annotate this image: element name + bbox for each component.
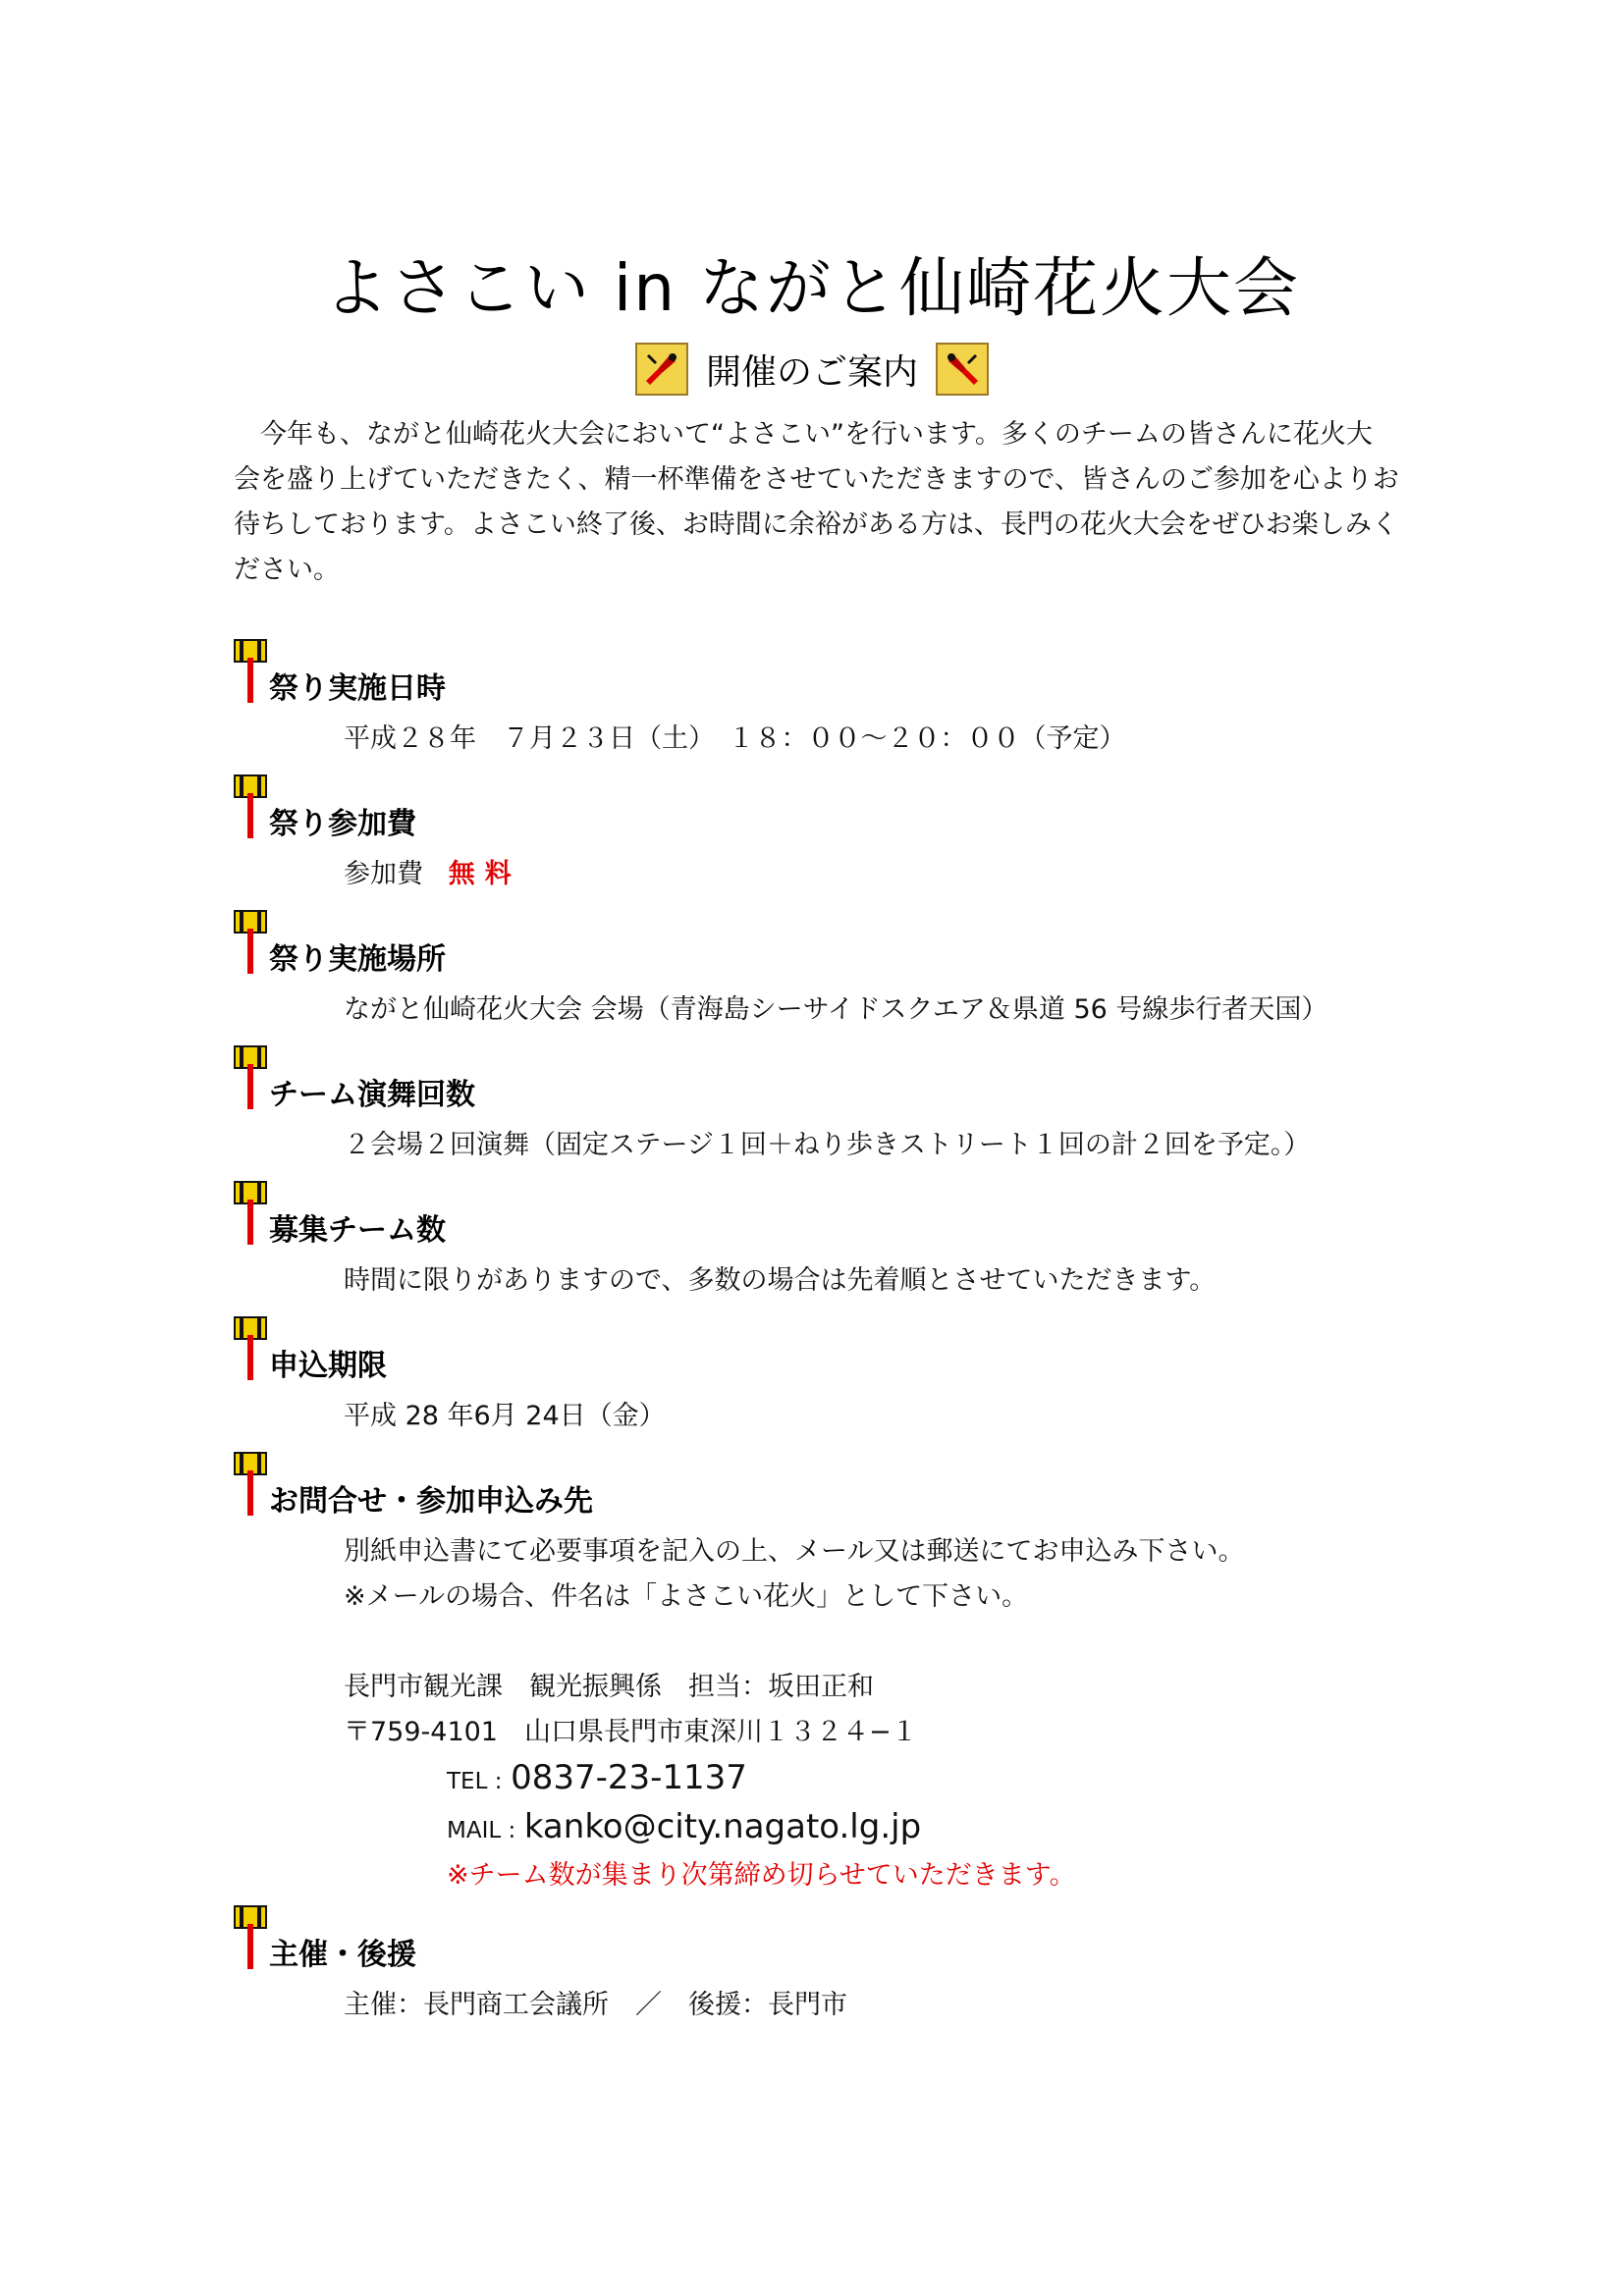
contact-mail-row <box>344 1804 1412 1853</box>
section-header <box>234 774 1412 842</box>
section-heading: お問合せ・参加申込み先 <box>269 1484 593 1519</box>
contact-tel-row <box>344 1755 1412 1804</box>
subtitle: 開催のご案内 <box>705 351 918 393</box>
fee-label: 参加費 <box>344 859 423 889</box>
section-body: ながと仙崎花火大会 会場（青海島シーサイドスクエア＆県道 56 号線歩行者天国） <box>344 994 1328 1025</box>
intro-paragraph <box>234 412 1412 593</box>
intro-line: 会を盛り上げていただきたく、精一杯準備をさせていただきますので、皆さんのご参加を心よりお <box>234 464 1399 495</box>
page-title: よさこい in ながと仙崎花火大会 <box>323 250 1301 326</box>
section-header <box>234 1044 1412 1113</box>
section-heading: 募集チーム数 <box>269 1213 446 1248</box>
section-header <box>234 1451 1412 1520</box>
naruko-fan-icon-right <box>936 343 989 396</box>
fee-value: 無料 <box>448 859 521 889</box>
contact-mail-subject-note: ※メールの場合、件名は「よさこい花火」として下さい。 <box>344 1581 1029 1612</box>
section-body: 平成 28 年6月 24日（金） <box>344 1401 666 1431</box>
subtitle-row <box>0 339 1624 400</box>
section-heading: 祭り参加費 <box>269 807 416 841</box>
section-body: 時間に限りがありますので、多数の場合は先着順とさせていただきます。 <box>344 1265 1217 1296</box>
section-organizer <box>234 1904 1412 2028</box>
mail-label: MAIL : <box>447 1818 516 1843</box>
festival-flag-icon <box>234 1315 267 1382</box>
contact-office: 長門市観光課 観光振興係 担当：坂田正和 <box>344 1672 874 1702</box>
section-venue <box>234 909 1412 1033</box>
section-performances <box>234 1044 1412 1168</box>
section-fee <box>234 774 1412 897</box>
section-body: 平成２８年 ７月２３日（土） １８：００～２０：００（予定） <box>344 723 1126 754</box>
section-heading: チーム演舞回数 <box>269 1078 475 1112</box>
contact-address: 〒759-4101 山口県長門市東深川１３２４−１ <box>344 1717 918 1747</box>
deadline-note: ※チーム数が集まり次第締め切らせていただきます。 <box>447 1860 1076 1891</box>
section-body: ２会場２回演舞（固定ステージ１回＋ねり歩きストリート１回の計２回を予定。） <box>344 1130 1311 1160</box>
section-date <box>234 638 1412 762</box>
section-header <box>234 1315 1412 1384</box>
intro-line: 今年も、ながと仙崎花火大会において“よさこい”を行います。多くのチームの皆さんに花火大 <box>260 419 1373 450</box>
section-body <box>234 1529 1412 1898</box>
naruko-fan-icon-left <box>635 343 688 396</box>
festival-flag-icon <box>234 1451 267 1518</box>
section-heading: 申込期限 <box>269 1349 387 1383</box>
section-header <box>234 1904 1412 1973</box>
section-teams <box>234 1180 1412 1304</box>
section-heading: 祭り実施場所 <box>269 942 446 977</box>
section-deadline <box>234 1315 1412 1439</box>
festival-flag-icon <box>234 909 267 976</box>
tel-label: TEL : <box>447 1769 503 1794</box>
spacer <box>344 1620 1412 1665</box>
tel-number[interactable]: 0837-23-1137 <box>511 1758 747 1797</box>
section-heading: 祭り実施日時 <box>269 671 446 706</box>
mail-address[interactable]: kanko@city.nagato.lg.jp <box>523 1807 922 1846</box>
festival-flag-icon <box>234 1904 267 1971</box>
section-body <box>234 852 1412 897</box>
section-body: 主催：長門商工会議所 ／ 後援：長門市 <box>344 1990 847 2020</box>
intro-line: 待ちしております。よさこい終了後、お時間に余裕がある方は、長門の花火大会をぜひお楽しみく <box>234 509 1398 540</box>
festival-flag-icon <box>234 1180 267 1247</box>
contact-instruction: 別紙申込書にて必要事項を記入の上、メール又は郵送にてお申込み下さい。 <box>344 1536 1245 1567</box>
section-header <box>234 638 1412 707</box>
intro-line: ださい。 <box>234 555 340 585</box>
festival-flag-icon <box>234 1044 267 1111</box>
festival-flag-icon <box>234 774 267 840</box>
section-header <box>234 909 1412 978</box>
festival-flag-icon <box>234 638 267 705</box>
section-heading: 主催・後援 <box>269 1938 416 1972</box>
section-header <box>234 1180 1412 1249</box>
section-contact <box>234 1451 1412 1898</box>
